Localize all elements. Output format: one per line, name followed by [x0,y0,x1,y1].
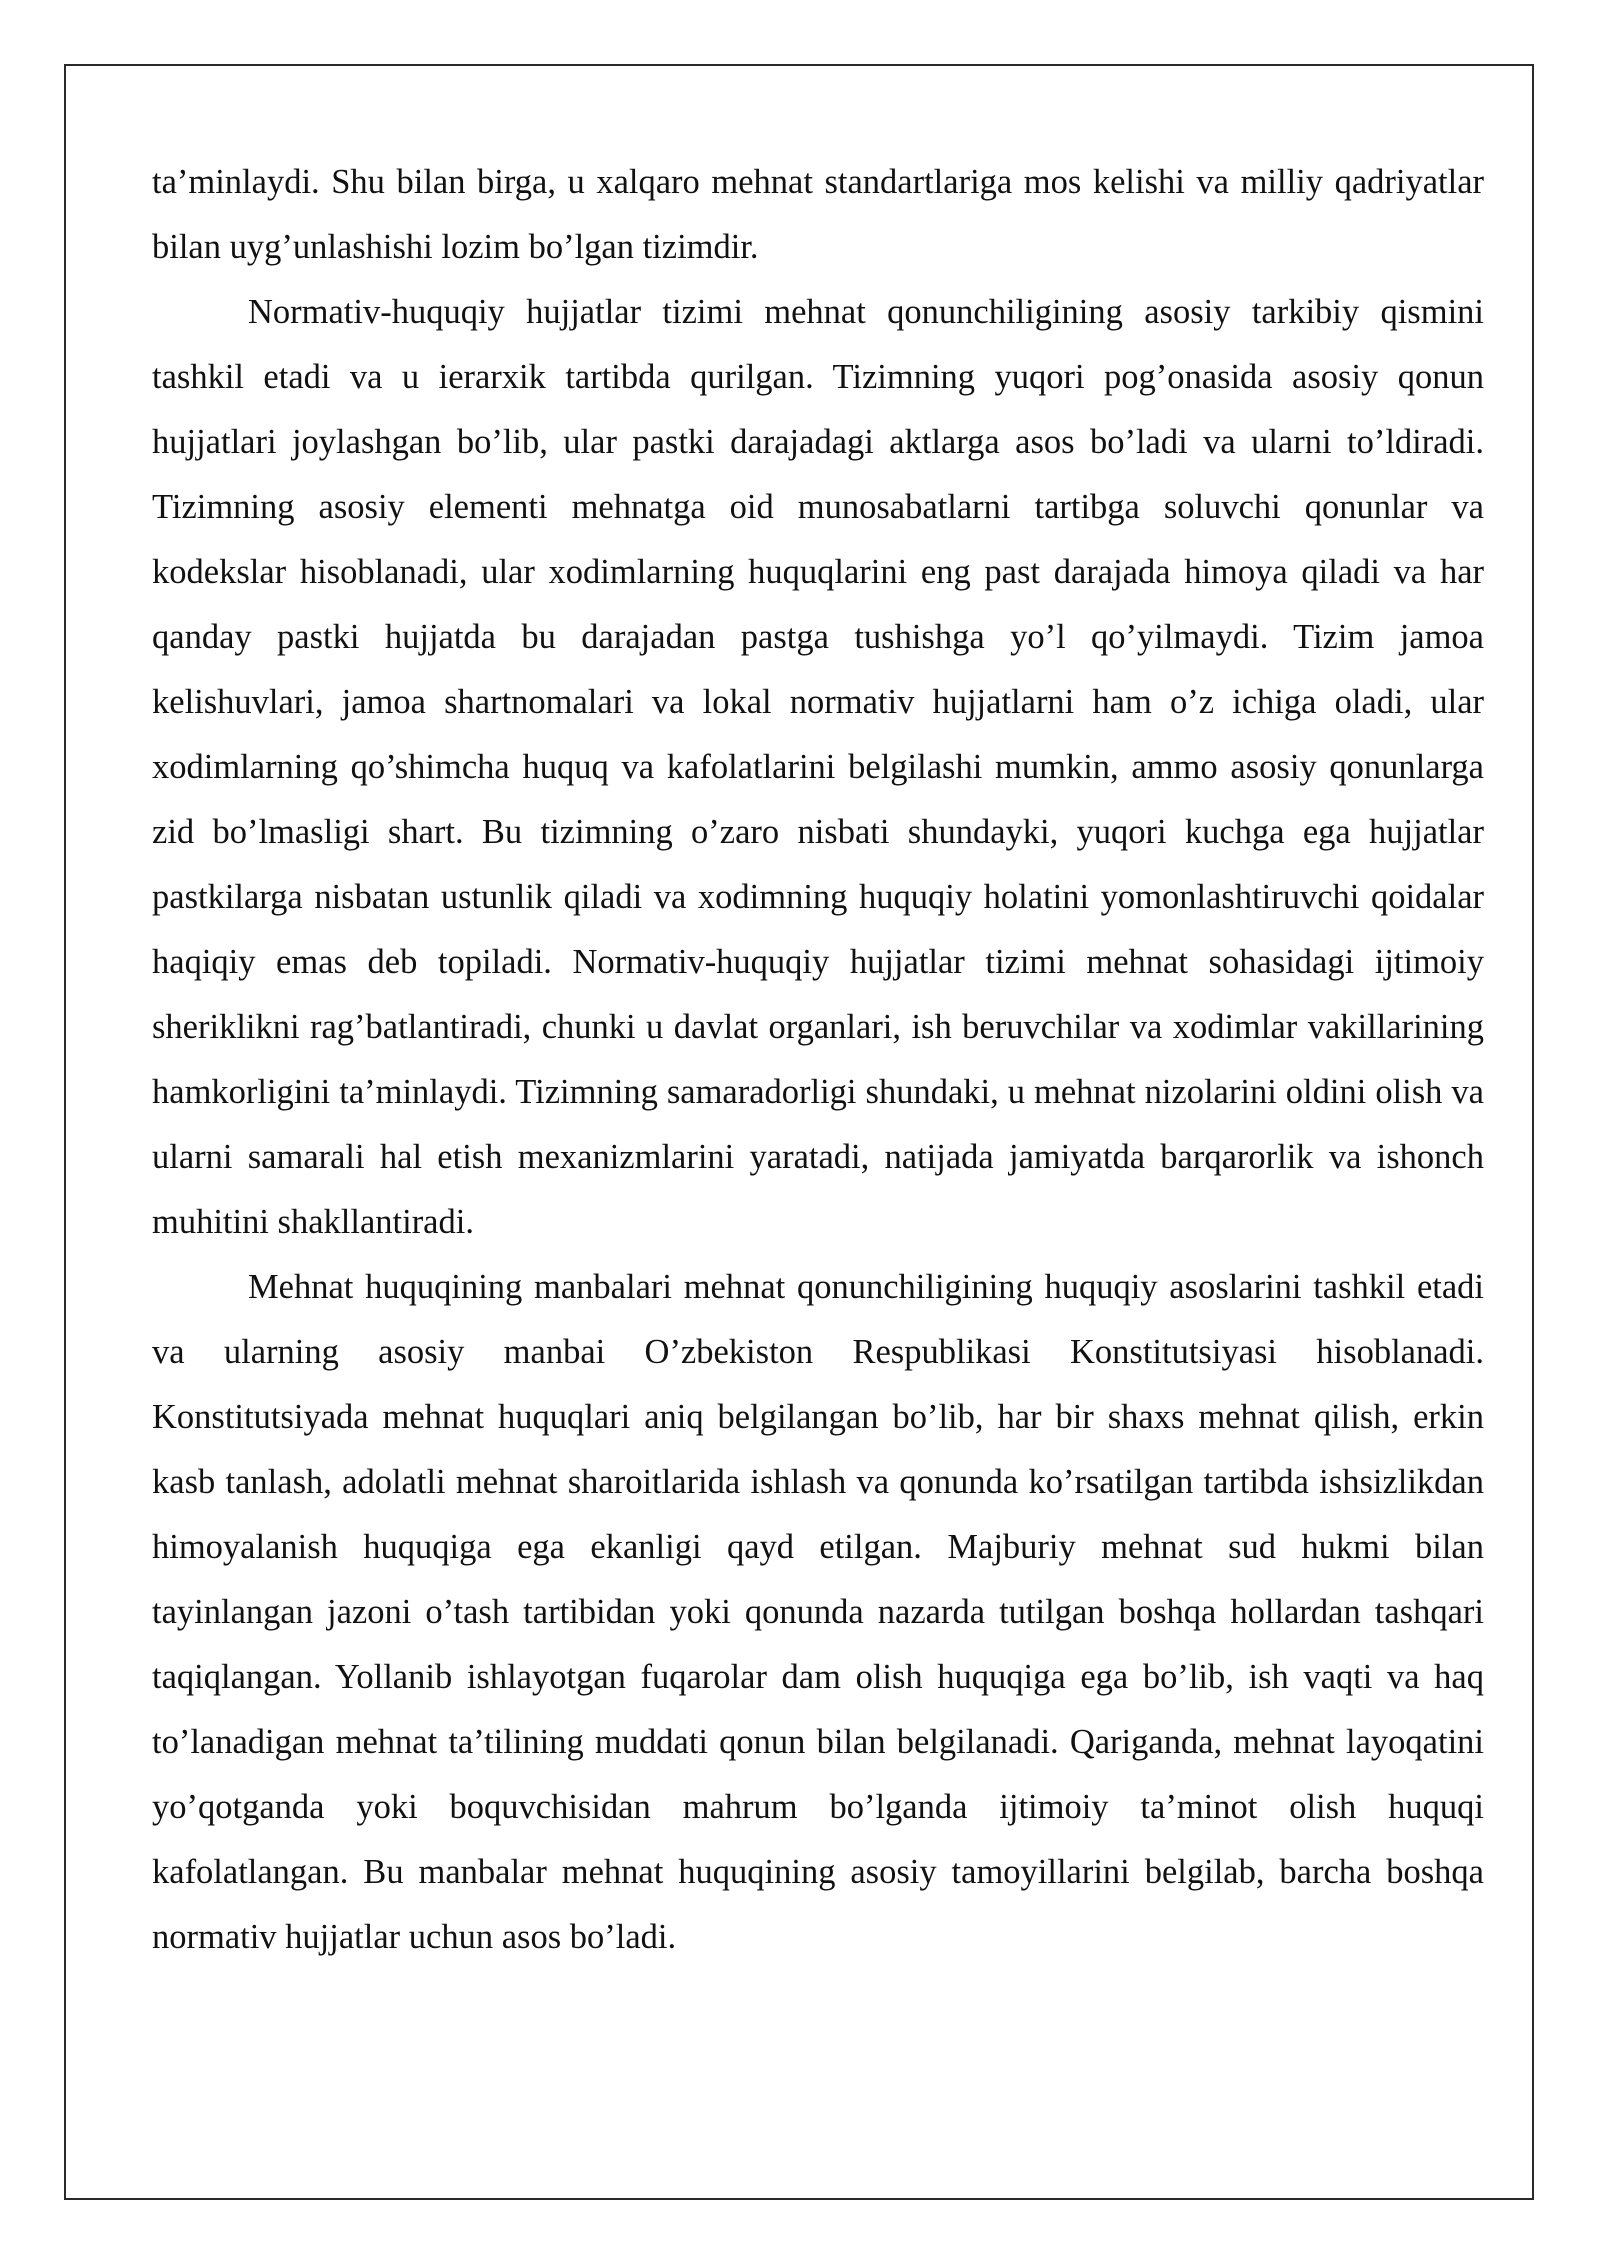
paragraph: ta’minlaydi. Shu bilan birga, u xalqaro mehnat standartlariga mos kelishi va milliy qadriyatlar bilan uyg’unlashishi lozim bo’lgan tizimdir. [152,163,1484,266]
paragraph: Mehnat huquqining manbalari mehnat qonunchiligining huquqiy asoslarini tashkil etadi va ularning asosiy manbai O’zbekiston Respublikasi Konstitutsiyasi hisoblanadi. Konstitutsiyada mehnat huquqlari aniq belgilangan bo’lib, har bir shaxs mehnat qilish, erkin kasb tanlash, adolatli mehnat sharoitlarida ishlash va qonunda ko’rsatilgan tartibda ishsizlikdan himoyalanish huquqiga ega ekanligi qayd etilgan. Majburiy mehnat sud hukmi bilan tayinlangan jazoni o’tash tartibidan yoki qonunda nazarda tutilgan boshqa hollardan tashqari taqiqlangan. Yollanib ishlayotgan fuqarolar dam olish huquqiga ega bo’lib, ish vaqti va haq to’lanadigan mehnat ta’tilining muddati qonun bilan belgilanadi. Qariganda, mehnat layoqatini yo’qotganda yoki boquvchisidan mahrum bo’lganda ijtimoiy ta’minot olish huquqi kafolatlangan. Bu manbalar mehnat huquqining asosiy tamoyillarini belgilab, barcha boshqa normativ hujjatlar uchun asos bo’ladi. [152,1268,1484,1956]
paragraph: Normativ-huquqiy hujjatlar tizimi mehnat qonunchiligining asosiy tarkibiy qismini tashkil etadi va u ierarxik tartibda qurilgan. Tizimning yuqori pog’onasida asosiy qonun hujjatlari joylashgan bo’lib, ular pastki darajadagi aktlarga asos bo’ladi va ularni to’ldiradi. Tizimning asosiy elementi mehnatga oid munosabatlarni tartibga soluvchi qonunlar va kodekslar hisoblanadi, ular xodimlarning huquqlarini eng past darajada himoya qiladi va har qanday pastki hujjatda bu darajadan pastga tushishga yo’l qo’yilmaydi. Tizim jamoa kelishuvlari, jamoa shartnomalari va lokal normativ hujjatlarni ham o’z ichiga oladi, ular xodimlarning qo’shimcha huquq va kafolatlarini belgilashi mumkin, ammo asosiy qonunlarga zid bo’lmasligi shart. Bu tizimning o’zaro nisbati shundayki, yuqori kuchga ega hujjatlar pastkilarga nisbatan ustunlik qiladi va xodimning huquqiy holatini yomonlashtiruvchi qoidalar haqiqiy emas deb topiladi. Normativ-huquqiy hujjatlar tizimi mehnat sohasidagi ijtimoiy sheriklikni rag’batlantiradi, chunki u davlat organlari, ish beruvchilar va xodimlar vakillarining hamkorligini ta’minlaydi. Tizimning samaradorligi shundaki, u mehnat nizolarini oldini olish va ularni samarali hal etish mexanizmlarini yaratadi, natijada jamiyatda barqarorlik va ishonch muhitini shakllantiradi. [152,293,1484,1241]
document-body [152,150,1484,1970]
